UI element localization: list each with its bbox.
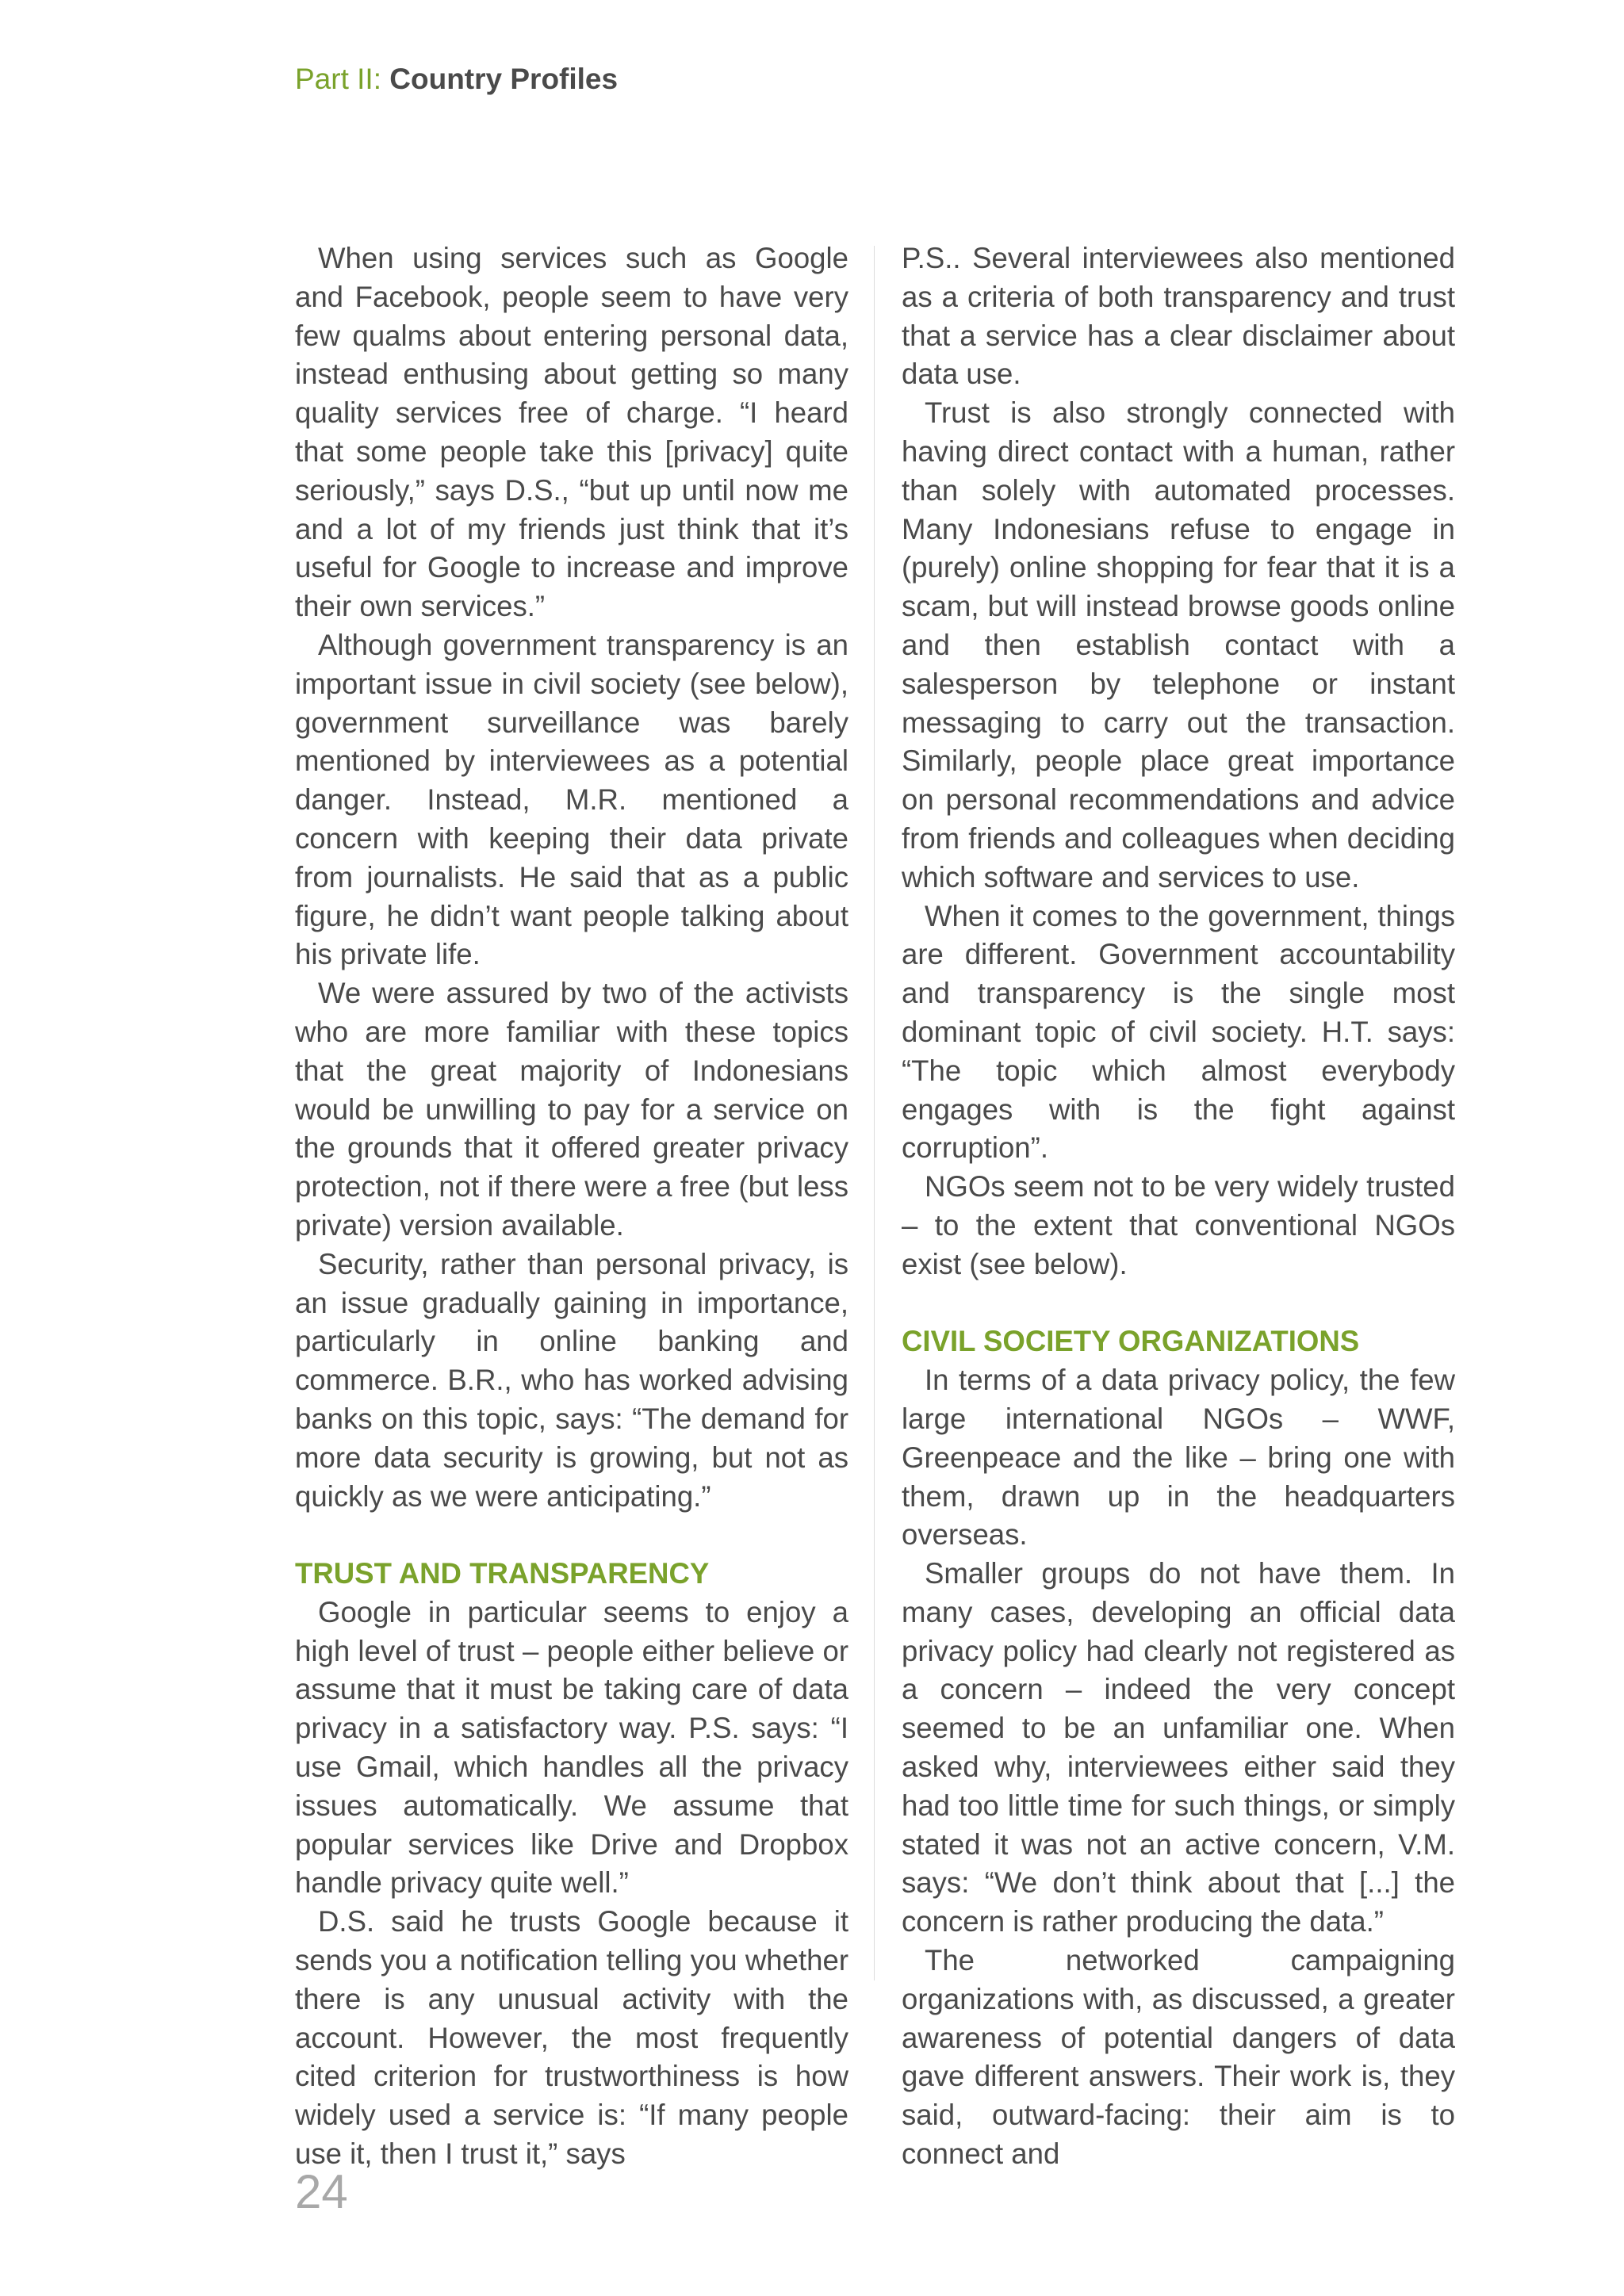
right-paragraph-2: Trust is also strongly connected with having direct contact with a human, rather than solely with automated processes. Many Indonesians refuse to engage in (purely) online shopping for fear that it is a scam, but will instead browse goods online and then establish contact with a salesperson by telephone or instant messaging to carry out the transaction. Similarly, people place great importance on personal recommendations and advice from friends and colleagues when deciding which software and services to use. — [902, 396, 1455, 894]
column-divider — [874, 246, 875, 1980]
left-paragraph-4: Security, rather than personal privacy, is an issue gradually gaining in importance, particularly in online banking and commerce. B.R., who has worked advising banks on this topic, says: “The demand for more data security is growing, but not as quickly as we were anticipating.” — [295, 1247, 848, 1513]
right-paragraph-5: In terms of a data privacy policy, the few large international NGOs – WWF, Greenpeace and the like – bring one with them, drawn up in the headquarters overseas. — [902, 1364, 1455, 1552]
left-paragraph-2: Although government transparency is an important issue in civil society (see below), government surveillance was barely mentioned by interviewees as a potential danger. Instead, M.R. mentioned a concern with keeping their data private from journalists. He said that as a public figure, he didn’t want people talking about his private life. — [295, 628, 848, 971]
right-paragraph-4: NGOs seem not to be very widely trusted – to the extent that conventional NGOs exist (see below). — [902, 1170, 1455, 1280]
running-header — [295, 60, 618, 98]
right-paragraph-7: The networked campaigning organizations with, as discussed, a greater awareness of potential dangers of data gave different answers. Their work is, they said, outward-facing: their aim is to connect and — [902, 1944, 1455, 2171]
right-paragraph-6: Smaller groups do not have them. In many cases, developing an official data privacy policy had clearly not registered as a concern – indeed the very concept seemed to be an unfamiliar one. When asked why, interviewees either said they had too little time for such things, or simply stated it was not an active concern, V.M. says: “We don’t think about that [...] the concern is rather producing the data.” — [902, 1557, 1455, 1938]
left-paragraph-5: Google in particular seems to enjoy a high level of trust – people either believe or assume that it must be taking care of data privacy in a satisfactory way. P.S. says: “I use Gmail, which handles all the privacy issues automatically. We assume that popular services like Drive and Dropbox handle privacy quite well.” — [295, 1595, 848, 1900]
right-paragraph-3: When it comes to the government, things are different. Government accountability and transparency is the single most dominant topic of civil society. H.T. says: “The topic which almost everybody engages with is the fight against corruption”. — [902, 899, 1455, 1165]
page-number: 24 — [295, 2165, 348, 2218]
left-column — [295, 239, 848, 2174]
header-section-title: Country Profiles — [389, 63, 619, 95]
right-column — [902, 239, 1455, 2174]
left-paragraph-3: We were assured by two of the activists who are more familiar with these topics that the great majority of Indonesians would be unwilling to pay for a service on the grounds that it offered greater privacy protection, not if there were a free (but less private) version available. — [295, 977, 848, 1242]
right-paragraph-1: P.S.. Several interviewees also mentioned as a criteria of both transparency and trust that a service has a clear disclaimer about data use. — [902, 242, 1455, 391]
left-paragraph-6: D.S. said he trusts Google because it sends you a notification telling you whether there is any unusual activity with the account. However, the most frequently cited criterion for trustworthiness is how widely used a service is: “If many people use it, then I trust it,” says — [295, 1905, 848, 2171]
header-part-label: Part II: — [295, 63, 381, 95]
section-heading-trust: TRUST AND TRANSPARENCY — [295, 1557, 710, 1590]
left-paragraph-1: When using services such as Google and Facebook, people seem to have very few qualms about entering personal data, instead enthusing about getting so many quality services free of charge. “I heard that some people take this [privacy] quite seriously,” says D.S., “but up until now me and a lot of my friends just think that it’s useful for Google to increase and improve their own services.” — [295, 242, 848, 623]
section-heading-civil-society: CIVIL SOCIETY ORGANIZATIONS — [902, 1325, 1360, 1358]
